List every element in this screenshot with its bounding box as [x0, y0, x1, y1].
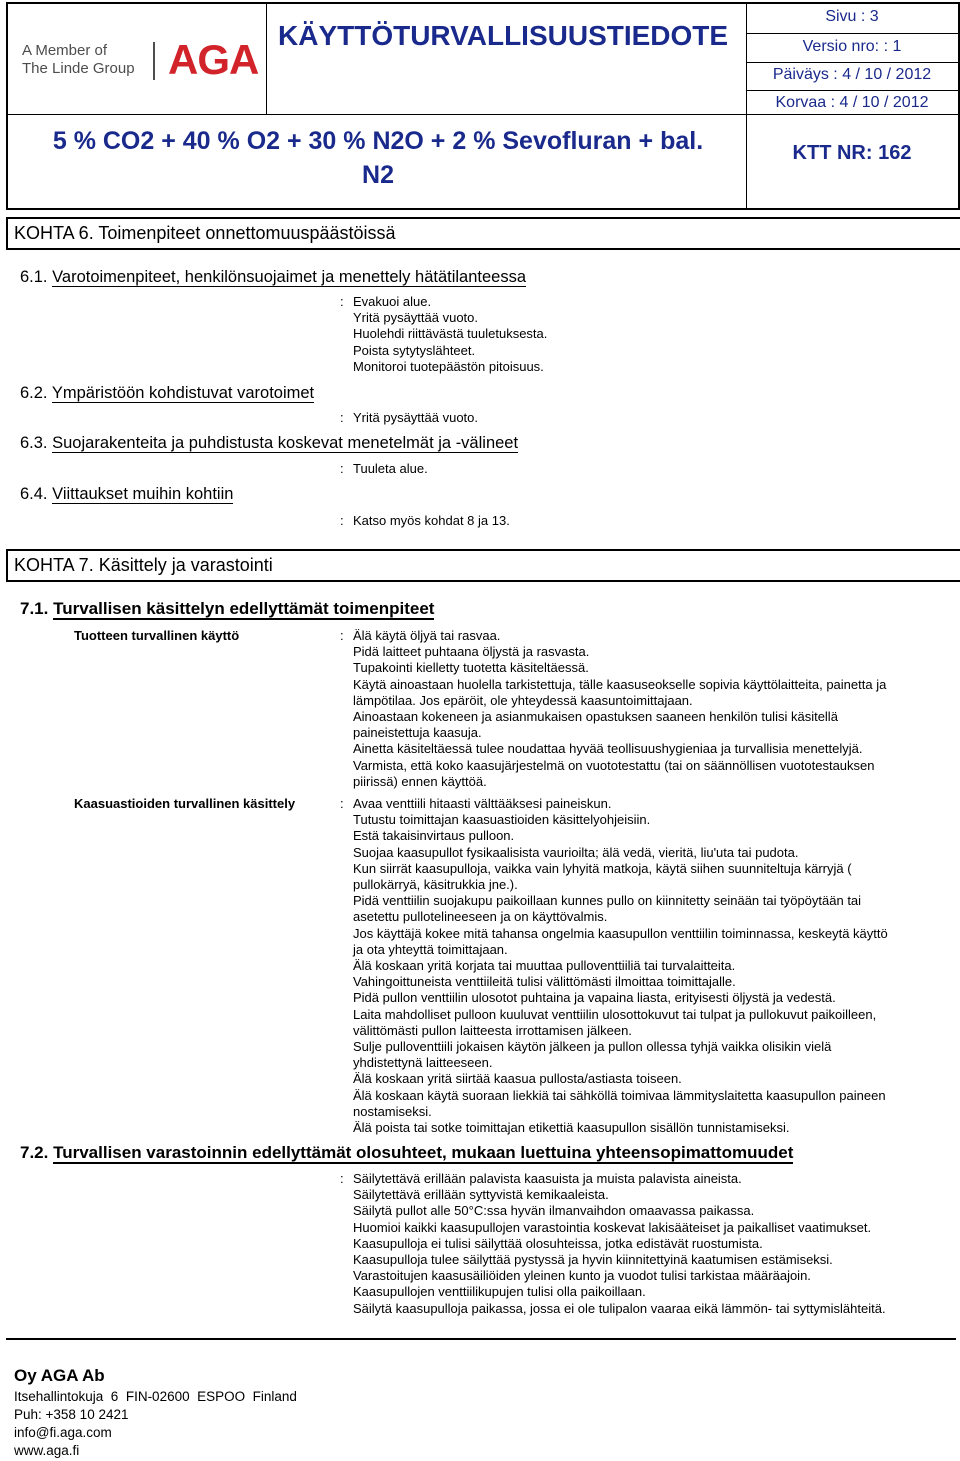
list-item: Estä takaisinvirtaus pulloon. [353, 828, 515, 844]
section-title: Varotoimenpiteet, henkilönsuojaimet ja menettely hätätilanteessa [52, 268, 527, 286]
issue-date: Päiväys : 4 / 10 / 2012 [772, 66, 932, 83]
list-item: Vahingoittuneista venttiileitä tulisi välittömästi ilmoittaa toimittajalle. [353, 974, 736, 990]
list-item: välittömästi pullon laitteesta irrottamisen jälkeen. [353, 1022, 632, 1038]
list-item: Katso myös kohdat 8 ja 13. [353, 513, 510, 528]
section-title: Turvallisen varastoinnin edellyttämät olosuhteet, mukaan luettuina yhteensopimattomuudet [53, 1143, 794, 1162]
list-item: Huolehdi riittävästä tuuletuksesta. [353, 326, 548, 342]
list-item: Suojaa kaasupullot fysikaalisista vaurioilta; älä vedä, vieritä, liu'uta tai pudota. [353, 844, 799, 860]
cylinder-handling-label: Kaasuastioiden turvallinen käsittely [74, 796, 296, 811]
list-item: Säilytettävä erillään palavista kaasuista ja muista palavista aineista. [353, 1171, 742, 1186]
colon: : [340, 1171, 344, 1186]
list-item: Älä käytä öljyä tai rasvaa. [353, 628, 501, 643]
section-number: 7.2. [20, 1143, 49, 1162]
page-number: Sivu : 3 [825, 8, 879, 25]
list-item: Yritä pysäyttää vuoto. [353, 310, 479, 326]
list-item: pullokärryä, käsitrukkia jne.). [353, 877, 518, 893]
colon: : [340, 410, 344, 425]
list-item: Sulje pulloventtiili jokaisen käytön jälkeen ja pullon ollessa tyhjä vaikka olisikin vielä [353, 1039, 832, 1055]
list-item: Ainetta käsiteltäessä tulee noudattaa hyvää teollisuushygieniaa ja turvallisia menettelyjä. [353, 741, 863, 757]
colon: : [340, 628, 344, 643]
list-item: Varmista, että koko kaasujärjestelmä on vuototestattu (tai on säännöllisen vuototestauksen [353, 757, 875, 773]
section-number: 6.2. [20, 384, 48, 402]
colon: : [340, 461, 344, 476]
list-item: Säilytä pullot alle 50°C:ssa hyvän ilmanvaihdon omaavassa paikassa. [353, 1203, 755, 1219]
document-header [6, 2, 960, 210]
section-6-title: KOHTA 6. Toimenpiteet onnettomuuspäästöissä [6, 217, 960, 250]
section-title: Ympäristöön kohdistuvat varotoimet [51, 384, 315, 402]
list-item: lämpötilaa. Jos epäröit, ole yhteydessä kaasuntoimittajaan. [353, 692, 693, 708]
list-item: yhdistettynä laitteeseen. [353, 1055, 493, 1071]
list-item: Älä koskaan yritä korjata tai muuttaa pulloventtiiliä tai turvalaitteita. [353, 958, 736, 974]
cylinder-handling-list [353, 796, 953, 1136]
section-7-2-list [353, 1171, 953, 1317]
list-item: Älä koskaan yritä siirtää kaasua pullosta/astiasta toiseen. [353, 1071, 682, 1087]
colon: : [340, 294, 344, 309]
aga-logo: AGA [168, 36, 259, 83]
list-item: Kaasupulloja tulee säilyttää pystyssä ja hyvin kiinnitettyinä kaatumisen estämiseksi. [353, 1252, 833, 1268]
section-6-4-list [353, 513, 953, 529]
product-safe-use-label: Tuotteen turvallinen käyttö [74, 628, 240, 643]
list-item: Varastoitujen kaasusäiliöiden yleinen kunto ja vuodot tulisi tarkistaa määräajoin. [353, 1268, 811, 1284]
ktt-number: KTT NR: 162 [792, 142, 912, 164]
section-number: 6.3. [20, 434, 48, 452]
section-6-2-heading [20, 384, 314, 403]
member-line-1: A Member of [22, 42, 108, 59]
list-item: paineistettuja kaasuja. [353, 725, 482, 741]
product-name [14, 124, 742, 192]
list-item: Poista sytytyslähteet. [353, 342, 476, 358]
footer-web[interactable]: www.aga.fi [14, 1443, 80, 1458]
product-safe-use-list [353, 628, 953, 790]
list-item: Säilytä kaasupulloja paikassa, jossa ei ole tulipalon vaaraa eikä lämmön- tai syttymislähteitä. [353, 1300, 886, 1316]
list-item: Pidä pullon venttiilin ulosotot puhtaina ja vapaina liasta, erityisesti öljystä ja vedestä. [353, 990, 836, 1006]
section-7-title: KOHTA 7. Käsittely ja varastointi [6, 549, 960, 582]
list-item: Evakuoi alue. [353, 294, 432, 309]
list-item: Pidä venttiilin suojakupu paikoillaan kunnes pullo on kiinnitetty seinään tai työpöytään tai [353, 893, 862, 909]
list-item: ja ota yhteyttä toimittajaan. [353, 941, 508, 957]
list-item: Ainoastaan kokeneen ja asianmukaisen opastuksen saaneen henkilön tulisi käsitellä [353, 709, 838, 725]
colon: : [340, 513, 344, 528]
list-item: asetettu pullotelineeseen ja on käyttövalmis. [353, 909, 608, 925]
section-6-1-heading [20, 268, 526, 287]
section-title: Suojarakenteita ja puhdistusta koskevat menetelmät ja -välineet [52, 434, 519, 452]
section-title: Turvallisen käsittelyn edellyttämät toimenpiteet [53, 599, 435, 618]
footer-divider [6, 1338, 956, 1340]
list-item: Laita mahdolliset pulloon kuuluvat venttiilin ulosottokuvut tai tulpat ja pullokuvut paikoilleen, [353, 1006, 877, 1022]
section-6-3-list [353, 461, 953, 477]
list-item: piirissä) ennen käyttöä. [353, 773, 487, 789]
list-item: Avaa venttiili hitaasti välttääksesi paineiskun. [353, 796, 612, 811]
section-title: Viittaukset muihin kohtiin [52, 485, 234, 503]
product-name-line-1: 5 % CO2 + 40 % O2 + 30 % N2O + 2 % Sevofluran + bal. [52, 127, 704, 155]
section-7-1-heading [20, 599, 434, 619]
section-number: 6.4. [20, 485, 48, 503]
section-6-3-heading [20, 434, 518, 453]
footer-contact [14, 1388, 297, 1460]
list-item: Tuuleta alue. [353, 461, 428, 476]
colon: : [340, 796, 344, 811]
list-item: Älä poista tai sotke toimittajan etikettiä kaasupullon sisällön tunnistamiseksi. [353, 1120, 790, 1136]
document-title: KÄYTTÖTURVALLISUUSTIEDOTE [278, 20, 729, 51]
logo-divider [153, 42, 155, 80]
list-item: Yritä pysäyttää vuoto. [353, 410, 479, 425]
footer-company: Oy AGA Ab [14, 1366, 105, 1385]
member-line-2: The Linde Group [22, 60, 135, 77]
list-item: Kaasupullojen venttiilikupujen tulisi olla paikoillaan. [353, 1284, 646, 1300]
list-item: Älä koskaan käytä suoraan liekkiä tai sähköllä toimivaa lämmityslaitetta kaasupullon paineen [353, 1087, 886, 1103]
list-item: Kun siirrät kaasupulloja, vaikka vain lyhyitä matkoja, käytä siihen suunniteltuja kärryjä ( [353, 860, 852, 876]
product-name-line-2: N2 [362, 161, 394, 189]
list-item: Tutustu toimittajan kaasuastioiden käsittelyohjeisiin. [353, 812, 651, 828]
list-item: Huomioi kaikki kaasupullojen varastointia koskevat lakisääteiset ja paikalliset vaatimukset. [353, 1219, 872, 1235]
footer-phone: Puh: +358 10 2421 [14, 1407, 129, 1422]
section-6-2-list [353, 410, 953, 426]
member-of-linde-group [22, 42, 135, 78]
section-7-2-heading [20, 1143, 793, 1163]
footer-address: Itsehallintokuja 6 FIN-02600 ESPOO Finland [14, 1389, 297, 1404]
list-item: Käytä ainoastaan huolella tarkistettuja, tälle kaasuseokselle sopivia käyttölaitteita, painetta ja [353, 676, 887, 692]
replaces-date: Korvaa : 4 / 10 / 2012 [775, 94, 929, 111]
list-item: Monitoroi tuotepäästön pitoisuus. [353, 358, 544, 374]
list-item: Tupakointi kielletty tuotetta käsiteltäessä. [353, 660, 589, 676]
list-item: nostamiseksi. [353, 1103, 432, 1119]
version-number: Versio nro: : 1 [802, 38, 902, 55]
section-number: 7.1. [20, 599, 49, 618]
section-number: 6.1. [20, 268, 48, 286]
list-item: Kaasupulloja ei tulisi säilyttää olosuhteissa, jotka edistävät ruostumista. [353, 1235, 763, 1251]
footer-email[interactable]: info@fi.aga.com [14, 1425, 112, 1440]
section-6-1-list [353, 294, 953, 375]
list-item: Jos käyttäjä kokee mitä tahansa ongelmia kaasupullon venttiilin toiminnassa, keskeytä käyttö [353, 925, 888, 941]
section-6-4-heading [20, 485, 233, 504]
list-item: Pidä laitteet puhtaana öljystä ja rasvasta. [353, 644, 590, 660]
list-item: Säilytettävä erillään syttyvistä kemikaaleista. [353, 1187, 609, 1203]
